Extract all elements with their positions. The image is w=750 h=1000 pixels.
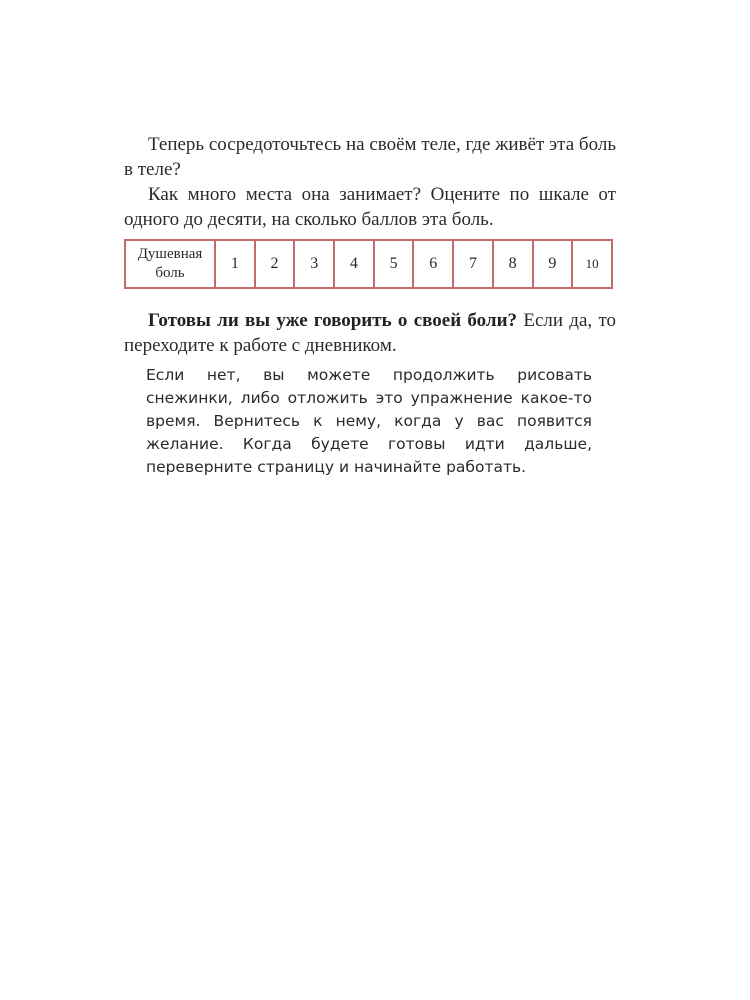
paragraph-ready-question: [124, 308, 616, 358]
paragraph-rate-scale: Как много места она занимает? Оцените по шкале от одного до десяти, на сколько баллов эта боль.: [124, 184, 616, 230]
pain-scale-cell-5[interactable]: 5: [374, 240, 414, 288]
pain-scale-cell-7[interactable]: 7: [453, 240, 493, 288]
pain-scale-cell-3[interactable]: 3: [294, 240, 334, 288]
pain-scale-cell-9[interactable]: 9: [533, 240, 573, 288]
pain-scale-cell-10[interactable]: 10: [572, 240, 612, 288]
pain-scale-cell-2[interactable]: 2: [255, 240, 295, 288]
pain-scale-cell-4[interactable]: 4: [334, 240, 374, 288]
pain-scale-cell-8[interactable]: 8: [493, 240, 533, 288]
ready-question-rest: Если да, то переходите к работе с дневником.: [124, 310, 616, 356]
pain-scale-row: [125, 240, 612, 288]
paragraph-if-not-ready: Если нет, вы можете продолжить рисовать снежинки, либо отложить это упражнение какое-то время. Вернитесь к нему, когда у вас появится желание. Когда будете готовы идти дальше, переверните страницу и начинайте работать.: [146, 366, 592, 476]
paragraph-focus-body: Теперь сосредоточьтесь на своём теле, где живёт эта боль в теле?: [124, 134, 616, 180]
pain-scale-label: Душевная боль: [125, 240, 215, 288]
pain-scale-cell-6[interactable]: 6: [413, 240, 453, 288]
ready-question-bold: Готовы ли вы уже говорить о своей боли?: [148, 310, 518, 331]
pain-scale-table: [124, 239, 613, 289]
pain-scale-cell-1[interactable]: 1: [215, 240, 255, 288]
